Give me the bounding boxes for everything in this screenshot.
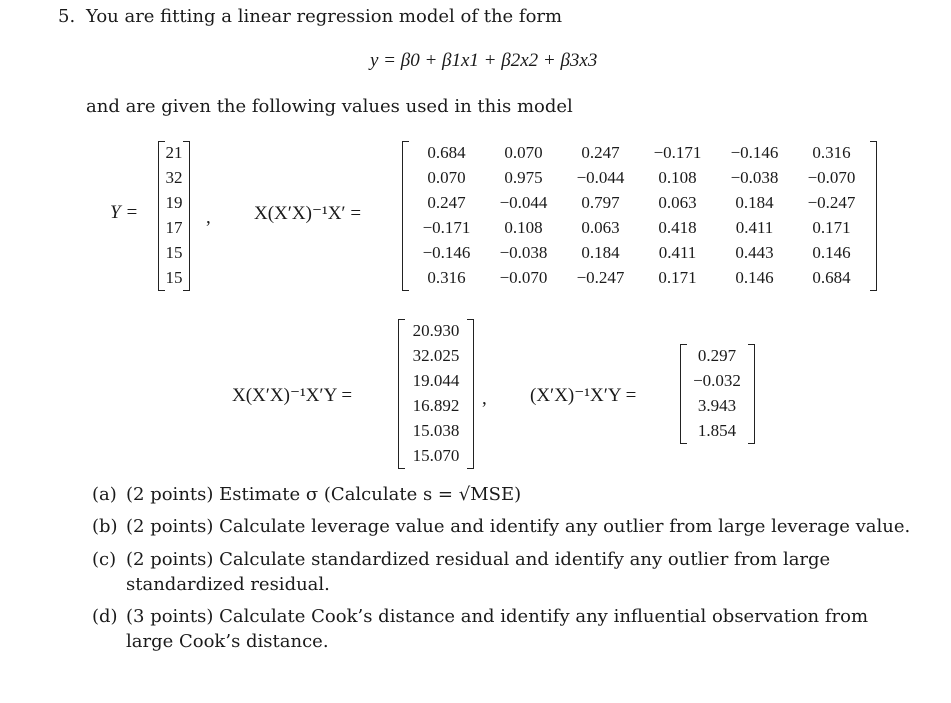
fitted-vector <box>402 318 470 468</box>
hat-entry: −0.146 <box>730 142 779 162</box>
beta-entry: −0.032 <box>693 370 741 390</box>
hat-entry: −0.044 <box>576 167 625 187</box>
hat-entry: 0.070 <box>427 167 466 187</box>
y-entry: 17 <box>165 217 183 237</box>
hat-entry: 0.171 <box>658 267 697 287</box>
y-entry: 19 <box>165 192 183 212</box>
fitted-label: X(X′X)⁻¹X′Y = <box>232 385 353 406</box>
y-entry: 32 <box>165 167 183 187</box>
hat-entry: 0.411 <box>658 242 697 262</box>
beta-entry: 0.297 <box>697 345 737 365</box>
hat-entry: −0.247 <box>807 192 856 212</box>
hat-entry: −0.247 <box>576 267 625 287</box>
hat-entry: 0.108 <box>658 167 697 187</box>
model-equation: y = β0 + β1x1 + β2x2 + β3x3 <box>370 50 598 71</box>
hat-entry: 0.316 <box>427 267 466 287</box>
hat-entry: 0.171 <box>812 217 851 237</box>
y-entry: 21 <box>165 142 183 162</box>
hat-entry: −0.070 <box>499 267 548 287</box>
hat-entry: −0.146 <box>422 242 471 262</box>
hat-entry: 0.418 <box>658 217 697 237</box>
y-vector <box>160 140 188 290</box>
hat-entry: 0.684 <box>812 267 851 287</box>
fitted-entry: 15.038 <box>412 420 460 440</box>
hat-entry: 0.070 <box>504 142 543 162</box>
fitted-entry: 15.070 <box>412 445 460 465</box>
fitted-entry: 20.930 <box>412 320 460 340</box>
hat-entry: −0.038 <box>730 167 779 187</box>
hat-entry: 0.063 <box>581 217 620 237</box>
hat-entry: 0.184 <box>581 242 620 262</box>
hat-entry: 0.797 <box>581 192 620 212</box>
hat-entry: 0.247 <box>581 142 620 162</box>
hat-matrix <box>408 140 870 290</box>
hat-entry: 0.184 <box>735 192 774 212</box>
fitted-entry: 16.892 <box>412 395 460 415</box>
part-c: (c) (2 points) Calculate standardized residual and identify any outlier from large standardized residual. <box>92 549 831 595</box>
hat-entry: −0.044 <box>499 192 548 212</box>
hat-entry: 0.443 <box>735 242 774 262</box>
beta-entry: 1.854 <box>697 420 737 440</box>
hat-entry: 0.146 <box>735 267 774 287</box>
hat-entry: 0.975 <box>504 167 543 187</box>
hat-matrix-label: X(X′X)⁻¹X′ = <box>254 203 362 224</box>
y-entry: 15 <box>165 267 183 287</box>
hat-right-bracket <box>870 141 877 291</box>
hat-entry: 0.684 <box>427 142 466 162</box>
hat-entry: −0.070 <box>807 167 856 187</box>
hat-entry: 0.108 <box>504 217 543 237</box>
hat-entry: −0.171 <box>422 217 471 237</box>
fitted-entry: 19.044 <box>412 370 460 390</box>
given-text: and are given the following values used in this model <box>86 96 573 117</box>
hat-entry: 0.063 <box>658 192 697 212</box>
hat-entry: 0.247 <box>427 192 466 212</box>
hat-entry: −0.171 <box>653 142 702 162</box>
fitted-entry: 32.025 <box>412 345 460 365</box>
part-d: (d) (3 points) Calculate Cook’s distance and identify any influential observation from large Cook’s distance. <box>92 606 869 652</box>
beta-vector <box>684 343 750 443</box>
y-entry: 15 <box>165 242 183 262</box>
hat-entry: −0.038 <box>499 242 548 262</box>
problem-number: 5. <box>58 6 76 27</box>
beta-entry: 3.943 <box>697 395 737 415</box>
beta-label: (X′X)⁻¹X′Y = <box>530 385 637 406</box>
y-label: Y = <box>110 202 139 223</box>
problem-intro: You are fitting a linear regression model of the form <box>86 6 563 27</box>
hat-entry: 0.146 <box>812 242 851 262</box>
hat-entry: 0.316 <box>812 142 851 162</box>
hat-entry: 0.411 <box>735 217 774 237</box>
